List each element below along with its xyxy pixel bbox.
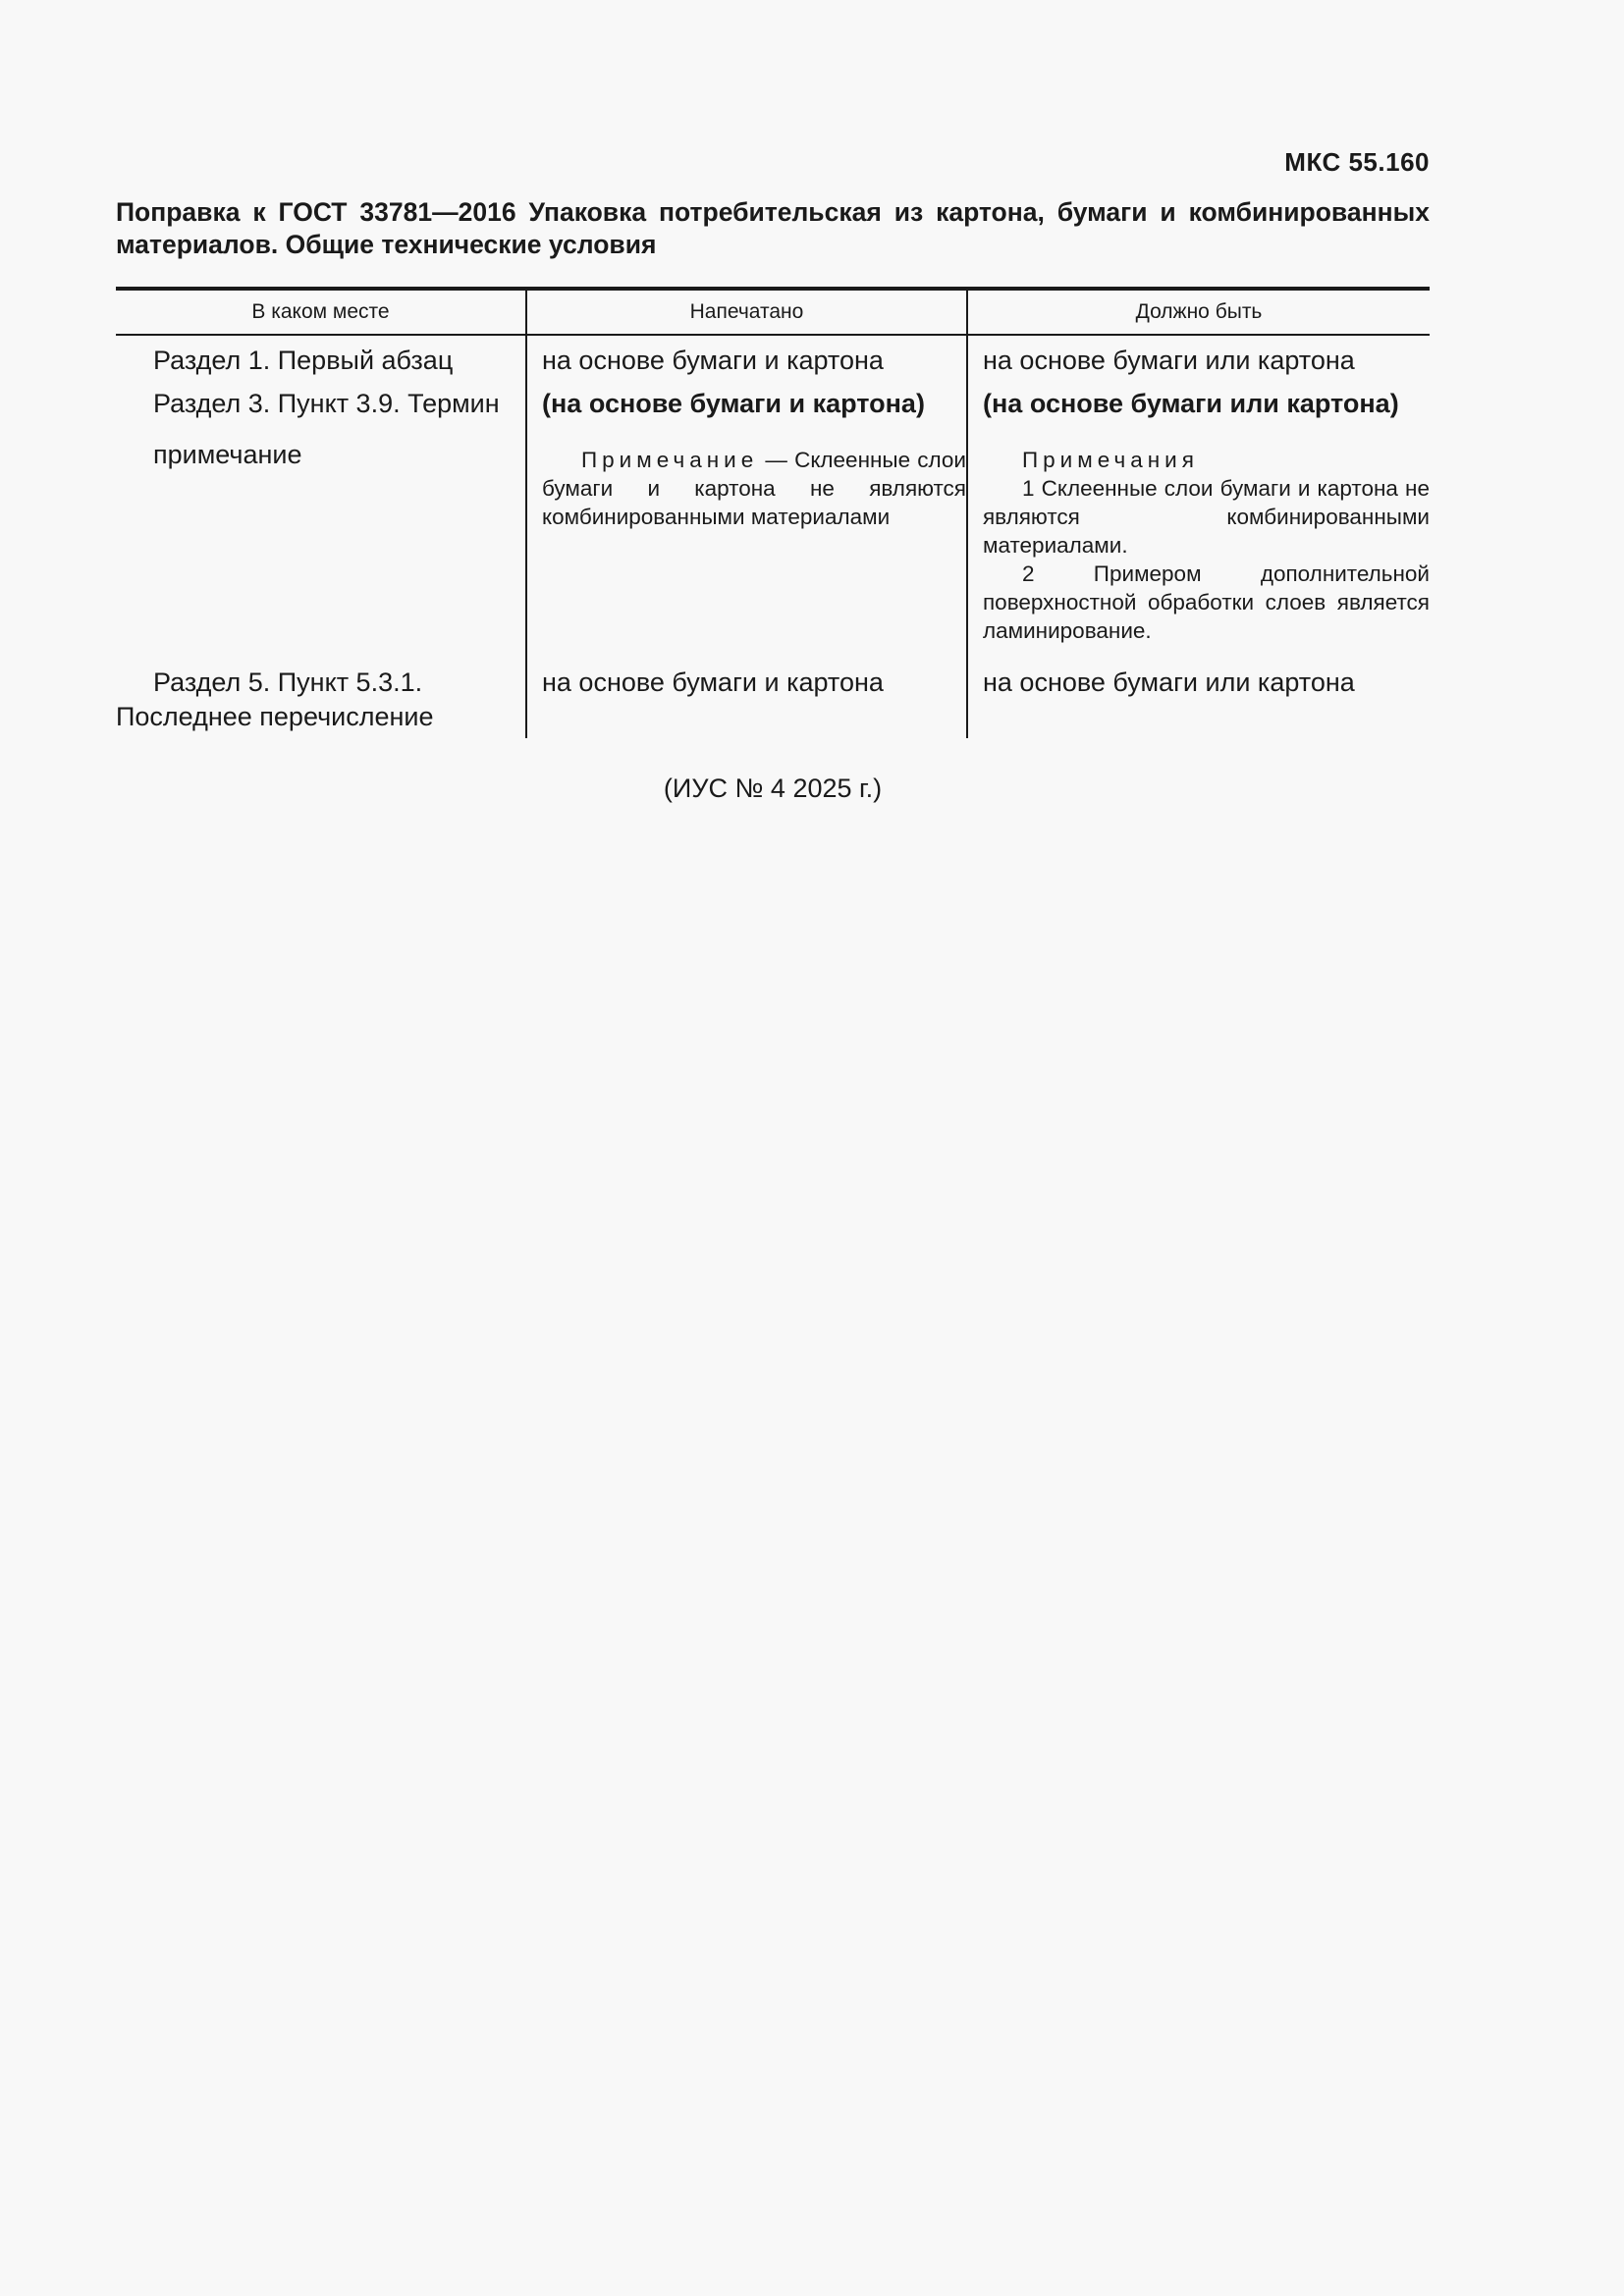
notes-label: Примечания	[1022, 448, 1199, 472]
cell-where: примечание	[153, 440, 302, 469]
note-should-be	[983, 438, 1430, 645]
table-row	[116, 666, 1430, 738]
cell-printed: (на основе бумаги и картона)	[526, 387, 967, 438]
cell-should-be: на основе бумаги или картона	[967, 335, 1430, 387]
amendment-table	[116, 287, 1430, 738]
note-label: Примечание	[581, 448, 759, 472]
cell-where: Раздел 1. Первый абзац	[153, 346, 454, 375]
mks-code: МКС 55.160	[1284, 147, 1430, 177]
cell-where: Раздел 3. Пункт 3.9. Термин	[153, 389, 500, 418]
cell-printed: на основе бумаги и картона	[526, 335, 967, 387]
source-reference: (ИУС № 4 2025 г.)	[663, 774, 883, 803]
note-text: — Склеенные слои бумаги и картона не являются комбинированными материалами	[542, 448, 966, 529]
note-printed	[542, 438, 966, 531]
cell-should-be: на основе бумаги или картона	[967, 666, 1430, 738]
column-header-printed: Напечатано	[526, 289, 967, 335]
table-row	[116, 387, 1430, 438]
cell-printed: на основе бумаги и картона	[526, 666, 967, 738]
cell-printed	[526, 438, 967, 666]
table-header-row	[116, 289, 1430, 335]
where-line-1: Раздел 5. Пункт 5.3.1.	[153, 667, 423, 697]
cell-should-be	[967, 438, 1430, 666]
table-row	[116, 335, 1430, 387]
where-line-2: Последнее перечисление	[116, 702, 434, 731]
column-header-should-be: Должно быть	[967, 289, 1430, 335]
cell-where	[116, 666, 526, 738]
document-title: Поправка к ГОСТ 33781—2016 Упаковка потребительская из картона, бумаги и комбинированных материалов. Общие технические условия	[116, 197, 1430, 259]
table-row	[116, 438, 1430, 666]
cell-should-be: (на основе бумаги или картона)	[967, 387, 1430, 438]
column-header-where: В каком месте	[251, 300, 390, 323]
note-item: 1 Склеенные слои бумаги и картона не являются комбинированными материалами.	[983, 476, 1430, 558]
note-item: 2 Примером дополнительной поверхностной обработки слоев является ламинирование.	[983, 561, 1430, 643]
